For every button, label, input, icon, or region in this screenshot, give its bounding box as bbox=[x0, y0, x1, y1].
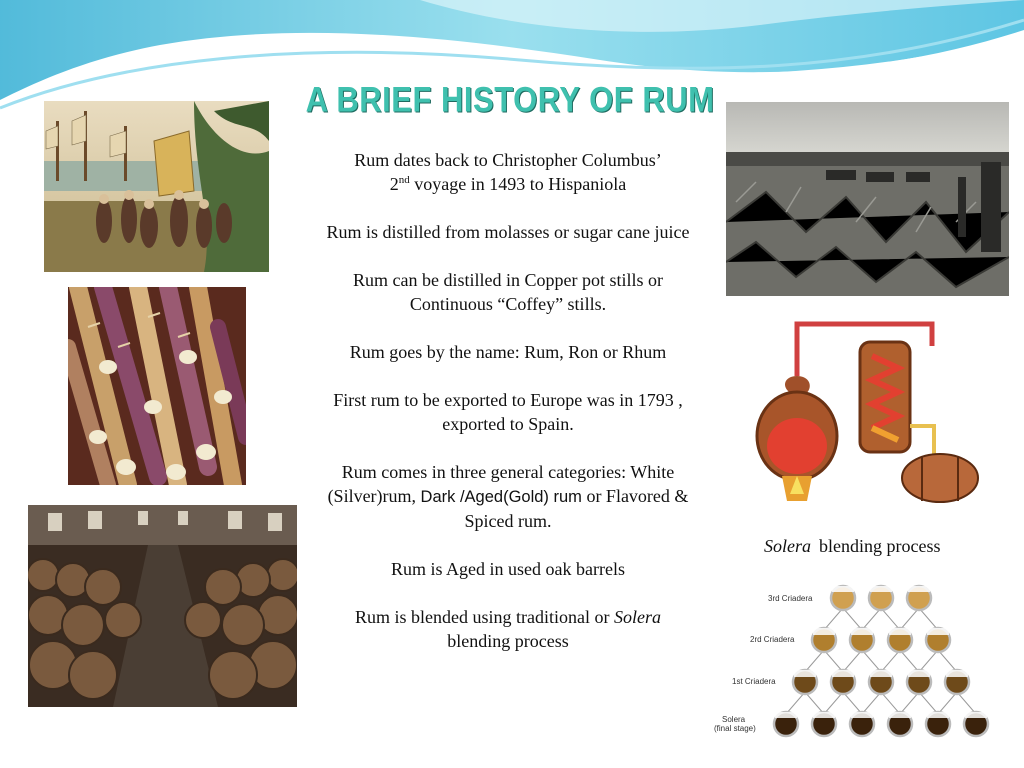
blended-text: Rum is blended using traditional or bbox=[355, 607, 610, 627]
tier-label-2nd: 2rd Criadera bbox=[750, 635, 795, 644]
columbus-line: Rum dates back to Christopher Columbus’ bbox=[354, 150, 662, 170]
dark-rum-text: Dark /Aged(Gold) rum bbox=[420, 488, 582, 506]
ordinal-number: 2 bbox=[389, 174, 399, 194]
page-title: A BRIEF HISTORY OF RUM bbox=[305, 79, 715, 120]
cane-field-image bbox=[726, 102, 1009, 296]
paragraph-aged: Rum is Aged in used oak barrels bbox=[391, 559, 625, 579]
solera-caption-text: blending process bbox=[819, 536, 941, 556]
flavored-text: or Flavored & Spiced rum. bbox=[464, 486, 689, 531]
tier-label-final: (final stage) bbox=[714, 724, 756, 733]
ordinal-suffix: nd bbox=[398, 174, 410, 186]
tier-label-solera: Solera bbox=[722, 715, 746, 724]
barrel-warehouse-image bbox=[28, 505, 297, 707]
paragraph-export: First rum to be exported to Europe was in 1793 , exported to Spain. bbox=[333, 390, 683, 434]
paragraph-columbus bbox=[318, 148, 698, 196]
body-text bbox=[318, 148, 698, 677]
paragraph-distilled: Rum is distilled from molasses or sugar cane juice bbox=[326, 222, 690, 242]
tier-label-3rd: 3rd Criadera bbox=[768, 594, 813, 603]
pot-still-illustration bbox=[752, 316, 982, 506]
voyage-line: voyage in 1493 to Hispaniola bbox=[414, 174, 627, 194]
solera-diagram bbox=[710, 578, 1000, 743]
paragraph-stills: Rum can be distilled in Copper pot stills or Continuous “Coffey” stills. bbox=[353, 270, 663, 314]
solera-caption bbox=[764, 536, 940, 557]
paragraph-names: Rum goes by the name: Rum, Ron or Rhum bbox=[349, 342, 667, 362]
categories-text: Rum comes in three general categories: White (Silver)rum, bbox=[327, 462, 675, 506]
tier-label-1st: 1st Criadera bbox=[732, 677, 776, 686]
paragraph-blended bbox=[318, 605, 698, 653]
columbus-landing-image bbox=[44, 101, 269, 272]
paragraph-categories bbox=[318, 460, 698, 533]
solera-word: Solera bbox=[613, 607, 661, 627]
sugar-cane-image bbox=[68, 287, 246, 485]
solera-caption-italic: Solera bbox=[764, 536, 811, 556]
blending-process-text: blending process bbox=[447, 631, 569, 651]
